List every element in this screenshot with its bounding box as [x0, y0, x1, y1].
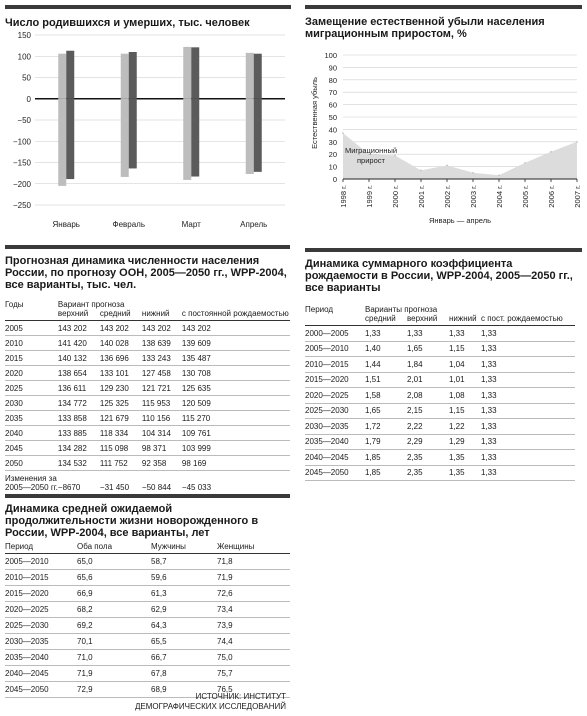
table-cell: 59,6 [151, 570, 217, 586]
table-cell: 1,79 [365, 434, 407, 450]
table-cell: 127 458 [142, 366, 182, 381]
table-cell: 2,29 [407, 434, 449, 450]
x-tick-label: 2002 г. [443, 185, 452, 208]
fertility-panel [305, 248, 582, 478]
table-cell: 115 270 [182, 411, 290, 426]
table-cell: −8670 [57, 483, 81, 492]
table-cell: 133 101 [100, 366, 142, 381]
table-cell: 2,35 [407, 450, 449, 466]
col-header: средний [99, 309, 131, 318]
x-tick-label: Март [181, 220, 201, 229]
table-cell: 98 169 [182, 456, 290, 471]
col-header: Оба пола [77, 542, 113, 551]
table-cell: 98 371 [142, 441, 182, 456]
row-label: 2045—2050 [305, 465, 365, 481]
table-cell: 1,35 [449, 465, 481, 481]
x-tick-label: Апрель [240, 220, 268, 229]
bar [66, 51, 74, 99]
table-cell: 134 532 [58, 456, 100, 471]
data-point [550, 151, 552, 153]
table-row [305, 357, 575, 373]
table-cell: 66,7 [151, 650, 217, 666]
table-cell: 75,0 [217, 650, 290, 666]
life-panel [5, 494, 290, 714]
table-row [5, 381, 290, 396]
table-cell: 135 487 [182, 351, 290, 366]
table-cell: 1,84 [407, 357, 449, 373]
y-tick-label: 90 [328, 63, 337, 73]
bar [121, 99, 129, 177]
table-cell: 1,33 [481, 419, 575, 435]
table-row [5, 336, 290, 351]
col-group-header: Варианты прогноза [365, 305, 438, 314]
population-title: Прогнозная динамика численности населения России, по прогнозу ООН, 2005—2050 гг., WPP-2004, все варианты, тыс. чел. [5, 255, 287, 291]
table-row [5, 396, 290, 411]
data-point [446, 165, 448, 167]
y-tick-label: 100 [324, 51, 337, 60]
table-cell: 1,65 [365, 403, 407, 419]
row-label: 2035—2040 [305, 434, 365, 450]
x-tick-label: Январь [52, 220, 80, 229]
table-cell: 73,4 [217, 602, 290, 618]
y-axis-label: Естественная убыль [310, 77, 319, 149]
table-row [5, 570, 290, 586]
col-header: верхний [57, 309, 89, 318]
bar [246, 99, 254, 174]
bar [191, 99, 199, 177]
table-cell: 2,01 [407, 372, 449, 388]
table-cell: 140 132 [58, 351, 100, 366]
table-cell: 1,33 [481, 326, 575, 342]
table-cell: 104 314 [142, 426, 182, 441]
table-cell: 74,4 [217, 634, 290, 650]
y-tick-label: −50 [17, 116, 31, 125]
y-tick-label: 60 [328, 100, 337, 110]
y-tick-label: 50 [22, 73, 31, 83]
migration-title: Замещение естественной убыли населения миграционным приростом, % [305, 16, 545, 40]
x-tick-label: 1998 г. [339, 185, 348, 208]
y-tick-label: −250 [12, 201, 31, 210]
table-cell: 138 639 [142, 336, 182, 351]
y-tick-label: 40 [328, 125, 337, 135]
row-label: 2025 [5, 381, 58, 396]
table-row [305, 403, 575, 419]
table-cell: 71,9 [217, 570, 290, 586]
table-cell: 143 202 [142, 321, 182, 336]
table-row [305, 434, 575, 450]
table-row [5, 666, 290, 682]
table-row [5, 456, 290, 471]
table-cell: 139 609 [182, 336, 290, 351]
table-cell: 121 679 [100, 411, 142, 426]
migration-area-chart [305, 41, 582, 241]
table-cell: 1,85 [365, 450, 407, 466]
bar [183, 47, 191, 99]
row-label: 2015 [5, 351, 58, 366]
row-label: 2035—2040 [5, 650, 77, 666]
col-group-header: Вариант прогноза [57, 300, 125, 309]
table-cell: 134 282 [58, 441, 100, 456]
table-cell: 1,15 [449, 341, 481, 357]
y-tick-label: 100 [17, 52, 31, 62]
row-label: 2040 [5, 426, 58, 441]
population-table [5, 299, 290, 492]
table-cell: 130 708 [182, 366, 290, 381]
table-cell: −31 450 [99, 483, 130, 492]
row-label: 2030—2035 [305, 419, 365, 435]
bar [58, 99, 66, 186]
y-tick-label: 150 [17, 31, 31, 40]
table-cell: 133 858 [58, 411, 100, 426]
table-cell: 1,33 [481, 434, 575, 450]
table-cell: 66,9 [77, 586, 151, 602]
population-panel [5, 245, 290, 492]
table-cell: 61,3 [151, 586, 217, 602]
col-header-period: Период [305, 305, 334, 314]
table-cell: 71,9 [77, 666, 151, 682]
bar [246, 53, 254, 99]
row-label: 2045—2050 [5, 682, 77, 698]
table-row [5, 441, 290, 456]
table-cell: 125 635 [182, 381, 290, 396]
table-cell: −45 033 [181, 483, 212, 492]
table-cell: 67,8 [151, 666, 217, 682]
row-label: 2045 [5, 441, 58, 456]
table-cell: 1,08 [449, 388, 481, 404]
table-cell: 143 202 [100, 321, 142, 336]
table-row [5, 618, 290, 634]
row-label: 2000—2005 [305, 326, 365, 342]
table-cell: 68,9 [151, 682, 217, 698]
table-cell: 1,33 [407, 326, 449, 342]
table-cell: 143 202 [182, 321, 290, 336]
table-cell: 1,51 [365, 372, 407, 388]
col-header: нижний [449, 314, 477, 323]
table-cell: 62,9 [151, 602, 217, 618]
row-label: 2040—2045 [5, 666, 77, 682]
fertility-table [305, 304, 575, 481]
table-cell: 76,5 [217, 682, 290, 698]
area-label-line: прирост [357, 156, 385, 165]
data-point [524, 162, 526, 164]
table-cell: 71,0 [77, 650, 151, 666]
row-label: 2040—2045 [305, 450, 365, 466]
bar [66, 99, 74, 179]
col-header: Период [5, 542, 34, 551]
bar [183, 99, 191, 180]
x-tick-label: Февраль [112, 220, 146, 229]
table-cell: 73,9 [217, 618, 290, 634]
area-label-line: Миграционный [345, 146, 398, 155]
table-cell: 121 721 [142, 381, 182, 396]
col-header-years: Годы [5, 300, 24, 309]
y-tick-label: 10 [328, 162, 337, 172]
table-cell: 110 156 [142, 411, 182, 426]
table-row [5, 351, 290, 366]
table-cell: 1,01 [449, 372, 481, 388]
y-tick-label: 20 [328, 150, 337, 160]
col-header: с пост. рождаемостью [481, 314, 563, 323]
row-label: 2035 [5, 411, 58, 426]
table-row [5, 554, 290, 570]
table-cell: 1,58 [365, 388, 407, 404]
y-tick-label: 70 [328, 88, 337, 98]
table-cell: 125 325 [100, 396, 142, 411]
row-label: 2030 [5, 396, 58, 411]
data-point [472, 172, 474, 174]
source-note [135, 692, 286, 712]
y-tick-label: 0 [332, 175, 337, 184]
col-header: верхний [407, 314, 438, 323]
row-label: 2030—2035 [5, 634, 77, 650]
table-cell: 136 696 [100, 351, 142, 366]
table-cell: 1,33 [481, 450, 575, 466]
table-cell: 1,29 [449, 434, 481, 450]
row-label: 2005—2010 [305, 341, 365, 357]
y-tick-label: 30 [328, 137, 337, 147]
row-label: 2025—2030 [305, 403, 365, 419]
x-tick-label: 2006 г. [547, 185, 556, 208]
table-cell: 75,7 [217, 666, 290, 682]
table-cell: 1,35 [449, 450, 481, 466]
table-row [5, 411, 290, 426]
col-header: Женщины [217, 542, 255, 551]
col-header: нижний [141, 309, 170, 318]
life-table [5, 542, 290, 698]
x-tick-label: 2001 г. [417, 185, 426, 208]
row-label: 2020—2025 [5, 602, 77, 618]
table-cell: 65,0 [77, 554, 151, 570]
table-row [5, 650, 290, 666]
x-tick-label: 2003 г. [469, 185, 478, 208]
y-tick-label: 50 [328, 113, 337, 122]
table-row [305, 388, 575, 404]
table-row [305, 465, 575, 481]
table-row [305, 326, 575, 342]
x-tick-label: 2000 г. [391, 185, 400, 208]
life-title: Динамика средней ожидаемой продолжительности жизни новорожденного в России, WPP-2004, все варианты, лет [5, 503, 259, 539]
table-cell: 69,2 [77, 618, 151, 634]
table-row [305, 450, 575, 466]
table-cell: 1,40 [365, 341, 407, 357]
table-cell: 138 654 [58, 366, 100, 381]
table-cell: 115 098 [100, 441, 142, 456]
table-cell: 2,22 [407, 419, 449, 435]
births-title: Число родившихся и умерших, тыс. человек [5, 17, 250, 29]
row-label: 2025—2030 [5, 618, 77, 634]
row-label: 2015—2020 [5, 586, 77, 602]
row-label: 2005 [5, 321, 58, 336]
data-point [498, 174, 500, 176]
table-row [5, 586, 290, 602]
table-row [305, 341, 575, 357]
x-tick-label: 2005 г. [521, 185, 530, 208]
row-label: Изменения за [5, 474, 57, 483]
bar [254, 99, 262, 172]
data-point [576, 141, 578, 143]
source-line-1: ИСТОЧНИК: ИНСТИТУТ [195, 692, 286, 701]
row-label: 2010—2015 [305, 357, 365, 373]
col-header: с постоянной рождаемостью [181, 309, 289, 318]
col-header: Мужчины [151, 542, 186, 551]
source-line-2: ДЕМОГРАФИЧЕСКИХ ИССЛЕДОВАНИЙ [134, 702, 286, 711]
bar [129, 99, 137, 169]
row-label: 2020 [5, 366, 58, 381]
table-cell: 133 243 [142, 351, 182, 366]
table-row [5, 366, 290, 381]
migration-panel [305, 5, 582, 237]
table-cell: 2,08 [407, 388, 449, 404]
change-row [5, 483, 290, 492]
data-point [342, 132, 344, 134]
row-label: 2005—2050 гг. [5, 483, 58, 492]
births-bar-chart [5, 27, 291, 237]
table-cell: −50 844 [141, 483, 172, 492]
table-cell: 111 752 [100, 456, 142, 471]
table-cell: 68,2 [77, 602, 151, 618]
panel-rule [5, 245, 290, 249]
table-cell: 1,72 [365, 419, 407, 435]
row-label: 2020—2025 [305, 388, 365, 404]
panel-rule [5, 494, 290, 498]
table-cell: 65,5 [151, 634, 217, 650]
table-row [5, 321, 290, 336]
table-cell: 1,15 [449, 403, 481, 419]
table-cell: 72,6 [217, 586, 290, 602]
fertility-title: Динамика суммарного коэффициента рождаемости в России, WPP-2004, 2005—2050 гг., все варианты [305, 258, 573, 294]
x-axis-label: Январь — апрель [429, 216, 491, 225]
bar [254, 54, 262, 99]
table-cell: 1,33 [365, 326, 407, 342]
table-cell: 1,33 [481, 403, 575, 419]
table-row [5, 634, 290, 650]
y-tick-label: −200 [12, 179, 31, 189]
bar [121, 54, 129, 99]
row-label: 2050 [5, 456, 58, 471]
table-cell: 109 761 [182, 426, 290, 441]
table-cell: 1,33 [481, 341, 575, 357]
table-cell: 1,65 [407, 341, 449, 357]
table-row [305, 372, 575, 388]
y-tick-label: 0 [26, 94, 31, 104]
panel-rule [305, 5, 582, 9]
row-label: 2010—2015 [5, 570, 77, 586]
table-cell: 92 358 [142, 456, 182, 471]
x-tick-label: 2007 г. [573, 185, 582, 208]
row-label: 2005—2010 [5, 554, 77, 570]
table-cell: 1,33 [449, 326, 481, 342]
table-cell: 2,15 [407, 403, 449, 419]
data-point [420, 170, 422, 172]
table-cell: 64,3 [151, 618, 217, 634]
table-row [305, 419, 575, 435]
row-label: 2010 [5, 336, 58, 351]
y-tick-label: 80 [328, 75, 337, 85]
bar [129, 52, 137, 99]
table-cell: 1,33 [481, 388, 575, 404]
table-cell: 1,33 [481, 465, 575, 481]
table-cell: 70,1 [77, 634, 151, 650]
table-cell: 65,6 [77, 570, 151, 586]
table-cell: 140 028 [100, 336, 142, 351]
table-cell: 134 772 [58, 396, 100, 411]
table-cell: 1,04 [449, 357, 481, 373]
col-header: средний [365, 314, 396, 323]
table-cell: 1,22 [449, 419, 481, 435]
row-label: 2015—2020 [305, 372, 365, 388]
table-row [5, 602, 290, 618]
y-tick-label: −100 [12, 137, 31, 147]
table-cell: 71,8 [217, 554, 290, 570]
table-cell: 143 202 [58, 321, 100, 336]
table-cell: 1,44 [365, 357, 407, 373]
table-cell: 141 420 [58, 336, 100, 351]
panel-rule [305, 248, 582, 252]
bar [191, 47, 199, 98]
table-cell: 1,85 [365, 465, 407, 481]
table-cell: 1,33 [481, 372, 575, 388]
table-cell: 72,9 [77, 682, 151, 698]
panel-rule [5, 5, 291, 9]
bar [58, 54, 66, 99]
table-cell: 129 230 [100, 381, 142, 396]
table-cell: 118 334 [100, 426, 142, 441]
x-tick-label: 2004 г. [495, 185, 504, 208]
table-cell: 133 885 [58, 426, 100, 441]
change-row [5, 471, 290, 484]
table-cell: 103 999 [182, 441, 290, 456]
table-cell: 58,7 [151, 554, 217, 570]
table-cell: 1,33 [481, 357, 575, 373]
table-cell: 2,35 [407, 465, 449, 481]
x-tick-label: 1999 г. [365, 185, 374, 208]
y-tick-label: −150 [12, 158, 31, 168]
table-cell: 120 509 [182, 396, 290, 411]
table-row [5, 426, 290, 441]
table-cell: 115 953 [142, 396, 182, 411]
table-cell: 136 611 [58, 381, 100, 396]
births-panel [5, 5, 291, 237]
